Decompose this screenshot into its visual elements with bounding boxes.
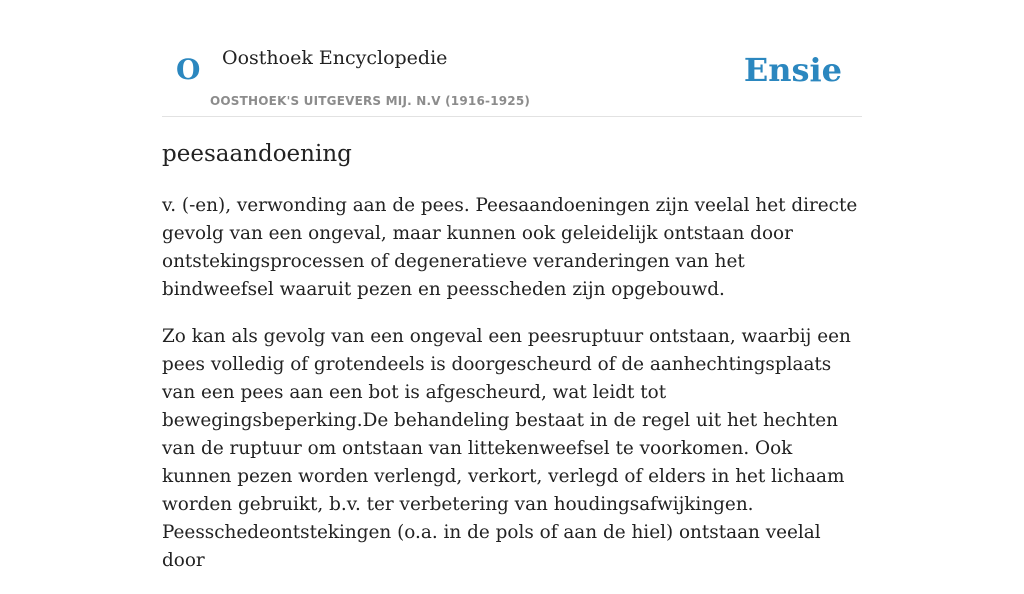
source-header [162,0,862,117]
article-paragraph-1: v. (-en), verwonding aan de pees. Peesaandoeningen zijn veelal het directe gevolg van een ongeval, maar kunnen ook geleidelijk ontstaan door ontstekingsprocessen of degeneratieve veranderingen van het bindweefsel waaruit pezen en peesscheden zijn opgebouwd. [162,195,858,300]
source-title[interactable]: Oosthoek Encyclopedie [222,47,448,69]
source-subtitle: OOSTHOEK'S UITGEVERS MIJ. N.V (1916-1925) [210,94,531,108]
brand-logo[interactable]: Ensie [743,51,842,89]
source-logo[interactable]: O [176,53,201,86]
article-headword: peesaandoening [162,141,352,167]
article [162,136,862,594]
article-paragraph-2: Zo kan als gevolg van een ongeval een peesruptuur ontstaan, waarbij een pees volledig of grotendeels is doorgescheurd of de aanhechtingsplaats van een pees aan een bot is afgescheurd, wat leidt tot bewegingsbeperking.De behandeling bestaat in de regel uit het hechten van de ruptuur om ontstaan van littekenweefsel te voorkomen. Ook kunnen pezen worden verlengd, verkort, verlegd of elders in het lichaam worden gebruikt, b.v. ter verbetering van houdingsafwijkingen. Peesschedeontstekingen (o.a. in de pols of aan de hiel) ontstaan veelal door [162,326,851,571]
